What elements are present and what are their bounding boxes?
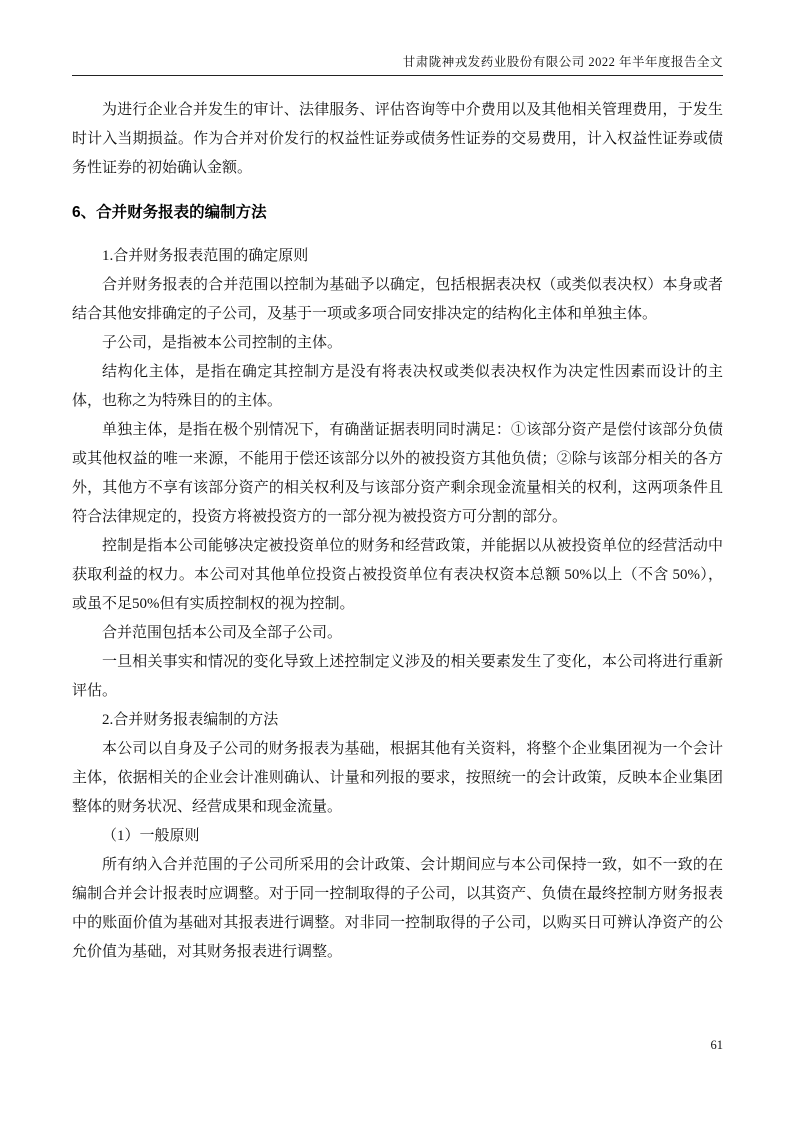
paragraph: 合并范围包括本公司及全部子公司。: [102, 625, 343, 641]
page-header: [72, 52, 723, 70]
paragraph: 一旦相关事实和情况的变化导致上述控制定义涉及的相关要素发生了变化，本公司将进行重新评估。: [72, 654, 723, 699]
header-divider: [72, 75, 723, 76]
header-title: 甘肃陇神戎发药业股份有限公司 2022 年半年度报告全文: [402, 55, 723, 69]
paragraph: 控制是指本公司能够决定被投资单位的财务和经营政策，并能据以从被投资单位的经营活动中获取利益的权力。本公司对其他单位投资占被投资单位有表决权资本总额 50%以上（不含 50%），或虽不足50%但有实质控制权的视为控制。: [72, 538, 723, 612]
paragraph: 结构化主体，是指在确定其控制方是没有将表决权或类似表决权作为决定性因素而设计的主体，也称之为特殊目的的主体。: [72, 364, 723, 409]
paragraph: 所有纳入合并范围的子公司所采用的会计政策、会计期间应与本公司保持一致，如不一致的在编制合并会计报表时应调整。对于同一控制取得的子公司，以其资产、负债在最终控制方财务报表中的账面价值为基础对其报表进行调整。对非同一控制取得的子公司，以购买日可辨认净资产的公允价值为基础，对其财务报表进行调整。: [72, 857, 723, 960]
page-number: 61: [710, 1038, 723, 1052]
section-heading: 6、合并财务报表的编制方法: [72, 204, 267, 221]
page-footer: [72, 1038, 723, 1053]
paragraph: 1.合并财务报表范围的确定原则: [102, 248, 309, 264]
paragraph: 2.合并财务报表编制的方法: [102, 712, 279, 728]
paragraph: （1）一般原则: [102, 828, 200, 844]
paragraph: 为进行企业合并发生的审计、法律服务、评估咨询等中介费用以及其他相关管理费用，于发生时计入当期损益。作为合并对价发行的权益性证券或债务性证券的交易费用，计入权益性证券或债务性证券的初始确认金额。: [72, 102, 723, 176]
paragraph: 单独主体，是指在极个别情况下，有确凿证据表明同时满足：①该部分资产是偿付该部分负债或其他权益的唯一来源，不能用于偿还该部分以外的被投资方其他负债；②除与该部分相关的各方外，其他方不享有该部分资产的相关权利及与该部分资产剩余现金流量相关的权利，这两项条件且符合法律规定的，投资方将被投资方的一部分视为被投资方可分割的部分。: [72, 422, 723, 525]
paragraph: 子公司，是指被本公司控制的主体。: [102, 335, 343, 351]
document-body: [72, 96, 723, 967]
paragraph: 合并财务报表的合并范围以控制为基础予以确定，包括根据表决权（或类似表决权）本身或者结合其他安排确定的子公司，及基于一项或多项合同安排决定的结构化主体和单独主体。: [72, 277, 723, 322]
paragraph: 本公司以自身及子公司的财务报表为基础，根据其他有关资料，将整个企业集团视为一个会计主体，依据相关的企业会计准则确认、计量和列报的要求，按照统一的会计政策，反映本企业集团整体的财务状况、经营成果和现金流量。: [72, 741, 723, 815]
